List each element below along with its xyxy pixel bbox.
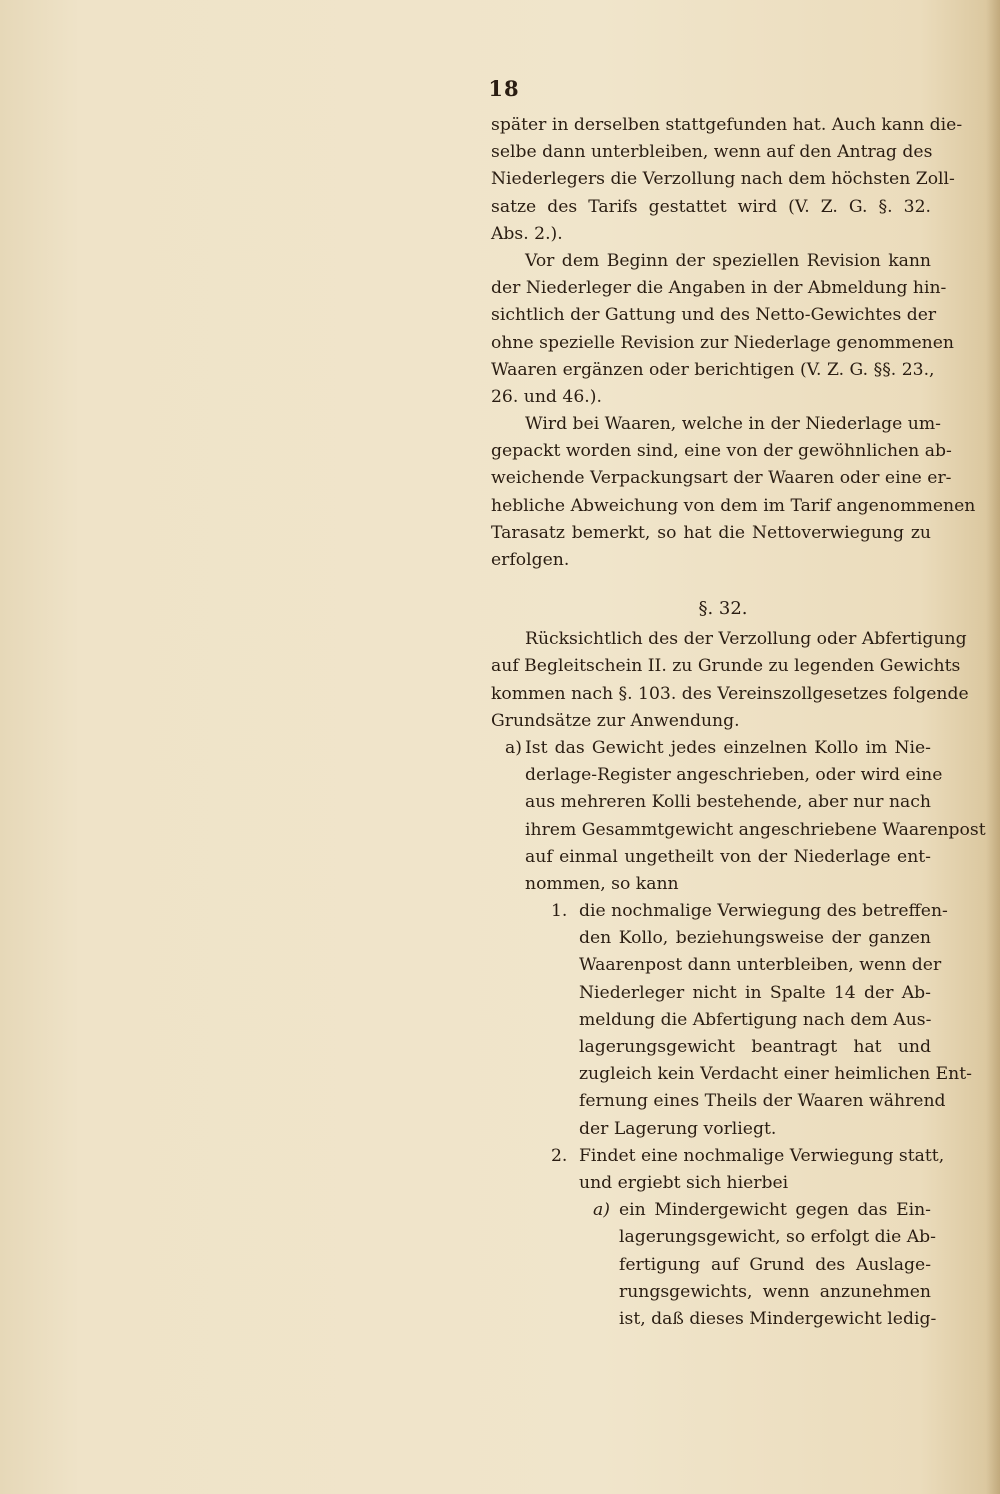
section-spacer	[491, 574, 931, 592]
section-heading: §. 32.	[698, 598, 748, 620]
list-item-1-label: 1.	[551, 901, 568, 922]
text-line: Niederleger nicht in Spalte 14 der Ab-	[579, 982, 931, 1003]
list-item-2a	[491, 1197, 937, 1333]
list-item-1	[491, 898, 972, 1143]
text-line: aus mehreren Kolli bestehende, aber nur nach	[525, 792, 931, 813]
text-line: fertigung auf Grund des Auslage-	[619, 1254, 931, 1275]
text-line: Vor dem Beginn der speziellen Revision kann	[525, 250, 931, 271]
text-line: rungsgewichts, wenn anzunehmen	[619, 1281, 931, 1302]
text-line: lagerungsgewicht, so erfolgt die Ab-	[619, 1227, 936, 1248]
list-item-2	[491, 1143, 945, 1197]
text-line: und ergiebt sich hierbei	[579, 1172, 789, 1193]
text-line: fernung eines Theils der Waaren während	[579, 1091, 946, 1112]
list-item-2a-label: a)	[593, 1200, 610, 1221]
text-line: der Niederleger die Angaben in der Abmeldung hin-	[491, 278, 947, 299]
text-line: sichtlich der Gattung und des Netto-Gewichtes der	[491, 305, 937, 326]
text-line: Waaren ergänzen oder berichtigen (V. Z. G. §§. 23.,	[491, 359, 935, 380]
page-edge-shadow	[986, 0, 1000, 1494]
paragraph	[491, 411, 976, 574]
text-line: hebliche Abweichung von dem im Tarif angenommenen	[491, 495, 976, 516]
text-line: auf einmal ungetheilt von der Niederlage ent-	[525, 846, 931, 867]
text-line: ihrem Gesammtgewicht angeschriebene Waarenpost	[525, 819, 986, 840]
text-line: Ist das Gewicht jedes einzelnen Kollo im Nie-	[525, 737, 931, 758]
text-line: Wird bei Waaren, welche in der Niederlage um-	[525, 414, 941, 435]
text-line: Niederlegers die Verzollung nach dem höchsten Zoll-	[491, 169, 955, 190]
list-item-a	[491, 735, 986, 898]
text-line: zugleich kein Verdacht einer heimlichen Ent-	[579, 1064, 972, 1085]
paragraph	[491, 112, 963, 248]
list-item-a-label: a)	[505, 737, 522, 758]
text-line: ist, daß dieses Mindergewicht ledig-	[619, 1308, 937, 1329]
text-line: Waarenpost dann unterbleiben, wenn der	[579, 955, 942, 976]
text-line: den Kollo, beziehungsweise der ganzen	[579, 928, 931, 949]
text-line: selbe dann unterbleiben, wenn auf den Antrag des	[491, 142, 933, 163]
text-line: später in derselben stattgefunden hat. Auch kann die-	[491, 115, 963, 135]
text-line: erfolgen.	[491, 550, 570, 570]
text-line: satze des Tarifs gestattet wird (V. Z. G. §. 32.	[491, 196, 931, 217]
text-line: nommen, so kann	[525, 873, 679, 894]
text-line: ein Mindergewicht gegen das Ein-	[619, 1200, 931, 1221]
text-line: 26. und 46.).	[491, 386, 602, 407]
page-number: 18	[488, 76, 520, 101]
text-line: die nochmalige Verwiegung des betreffen-	[579, 901, 948, 922]
text-line: Grundsätze zur Anwendung.	[491, 710, 740, 731]
text-line: weichende Verpackungsart der Waaren oder eine er-	[491, 468, 952, 489]
text-line: gepackt worden sind, eine von der gewöhnlichen ab-	[491, 441, 952, 462]
body-text	[491, 112, 986, 1333]
text-line: der Lagerung vorliegt.	[579, 1118, 777, 1139]
section-intro	[491, 626, 969, 735]
paragraph	[491, 248, 954, 411]
text-line: Rücksichtlich des der Verzollung oder Abfertigung	[525, 629, 967, 650]
list-item-2-label: 2.	[551, 1145, 568, 1166]
text-line: kommen nach §. 103. des Vereinszollgesetzes folgende	[491, 683, 969, 704]
text-line: meldung die Abfertigung nach dem Aus-	[579, 1009, 932, 1030]
text-line: ohne spezielle Revision zur Niederlage genommenen	[491, 332, 954, 353]
text-line: lagerungsgewicht beantragt hat und	[579, 1037, 931, 1057]
text-line: derlage-Register angeschrieben, oder wird eine	[525, 765, 943, 786]
text-line: Findet eine nochmalige Verwiegung statt,	[579, 1145, 945, 1166]
text-line: Tarasatz bemerkt, so hat die Nettoverwiegung zu	[491, 522, 931, 543]
text-line: auf Begleitschein II. zu Grunde zu legenden Gewichts	[491, 656, 961, 677]
text-line: Abs. 2.).	[491, 223, 563, 244]
